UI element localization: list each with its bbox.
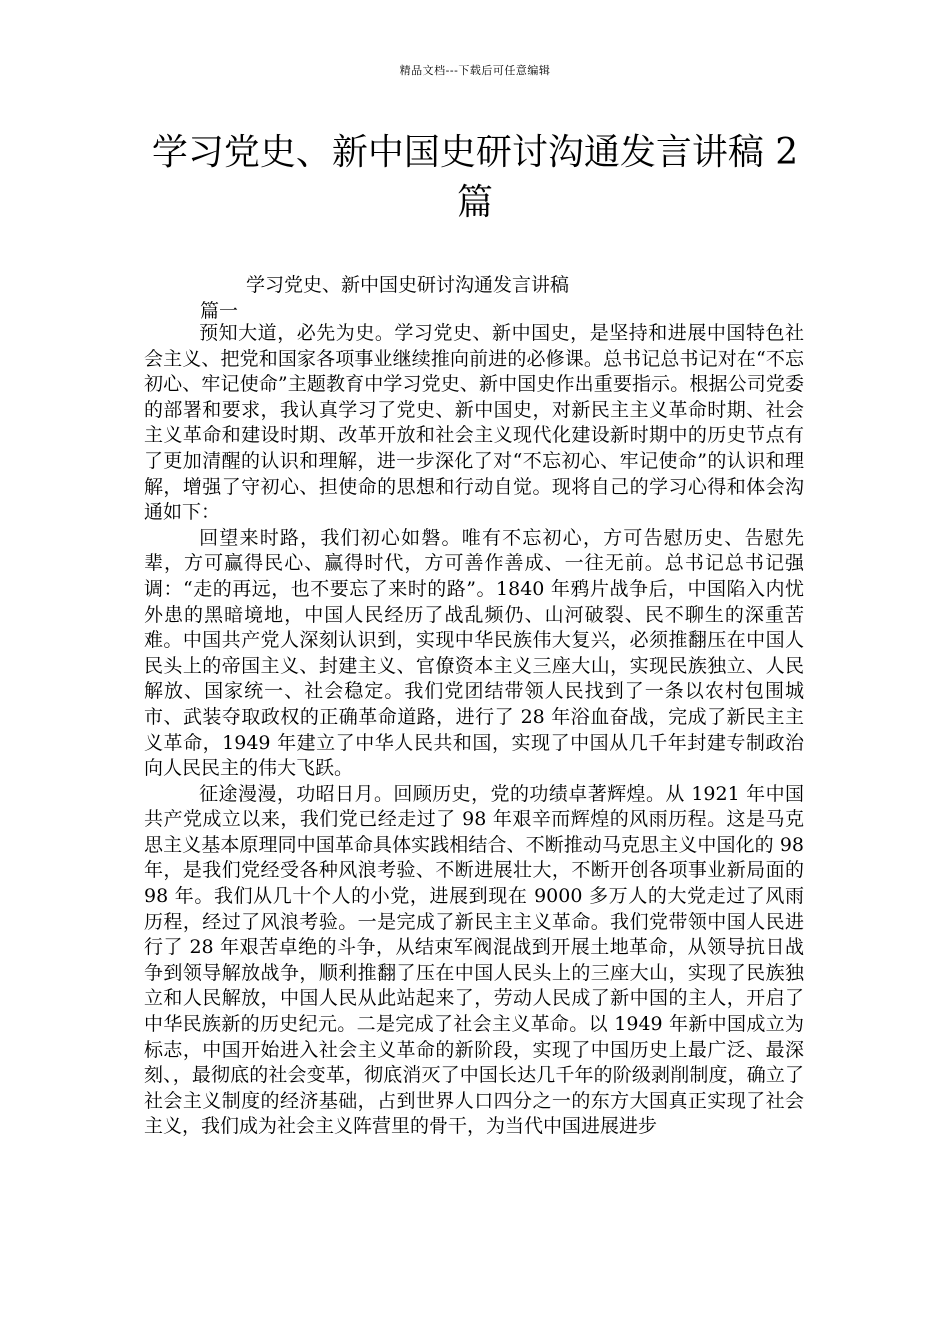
paragraph: 预知大道，必先为史。学习党史、新中国史，是坚持和进展中国特色社会主义、把党和国家各项事业继续推向前进的必修课。总书记总书记对在“不忘初心、牢记使命”主题教育中学习党史、新中国史作出重要指示。根据公司党委的部署和要求，我认真学习了党史、新中国史，对新民主主义革命时期、社会主义革命和建设时期、改革开放和社会主义现代化建设新时期中的历史节点有了更加清醒的认识和理解，进一步深化了对“不忘初心、牢记使命”的认识和理解，增强了守初心、担使命的思想和行动自觉。现将自己的学习心得和体会沟通如下： <box>144 322 804 524</box>
document-title: 学习党史、新中国史研讨沟通发言讲稿 2 篇 <box>151 132 799 223</box>
paragraph: 征途漫漫，功昭日月。回顾历史，党的功绩卓著辉煌。从 1921 年中国共产党成立以来，我们党已经走过了 98 年艰辛而辉煌的风雨历程。这是马克思主义基本原理同中国革命具体实践相结合、不断推动马克思主义中国化的 98 年，是我们党经受各种风浪考验、不断进展壮大，不断开创各项事业新局面的 98 年。我们从几十个人的小党，进展到现在 9000 多万人的大党走过了风雨历程，经过了风浪考验。一是完成了新民主主义革命。我们党带领中国人民进行了 28 年艰苦卓绝的斗争，从结束军阀混战到开展土地革命，从领导抗日战争到领导解放战争，顺利推翻了压在中国人民头上的三座大山，实现了民族独立和人民解放，中国人民从此站起来了，劳动人民成了新中国的主人，开启了中华民族新的历史纪元。二是完成了社会主义革命。以 1949 年新中国成立为标志，中国开始进入社会主义革命的新阶段，实现了中国历史上最广泛、最深刻、，最彻底的社会变革，彻底消灭了中国长达几千年的阶级剥削制度，确立了社会主义制度的经济基础，占到世界人口四分之一的东方大国真正实现了社会主义，我们成为社会主义阵营里的骨干，为当代中国进展进步 <box>144 782 804 1138</box>
part-label: 篇一 <box>200 300 239 322</box>
document-body <box>144 321 804 1140</box>
paragraph: 回望来时路，我们初心如磐。唯有不忘初心，方可告慰历史、告慰先辈，方可赢得民心、赢得时代，方可善作善成、一往无前。总书记总书记强调：“走的再远，也不要忘了来时的路”。1840 年鸦片战争后，中国陷入内忧外患的黑暗境地，中国人民经历了战乱频仍、山河破裂、民不聊生的深重苦难。中国共产党人深刻认识到，实现中华民族伟大复兴，必须推翻压在中国人民头上的帝国主义、封建主义、官僚资本主义三座大山，实现民族独立、人民解放、国家统一、社会稳定。我们党团结带领人民找到了一条以农村包围城市、武装夺取政权的正确革命道路，进行了 28 年浴血奋战，完成了新民主主义革命，1949 年建立了中华人民共和国，实现了中国从几千年封建专制政治向人民民主的伟大飞跃。 <box>144 526 804 780</box>
section-subtitle: 学习党史、新中国史研讨沟通发言讲稿 <box>246 274 570 296</box>
header-note: 精品文档---下载后可任意编辑 <box>399 64 551 77</box>
